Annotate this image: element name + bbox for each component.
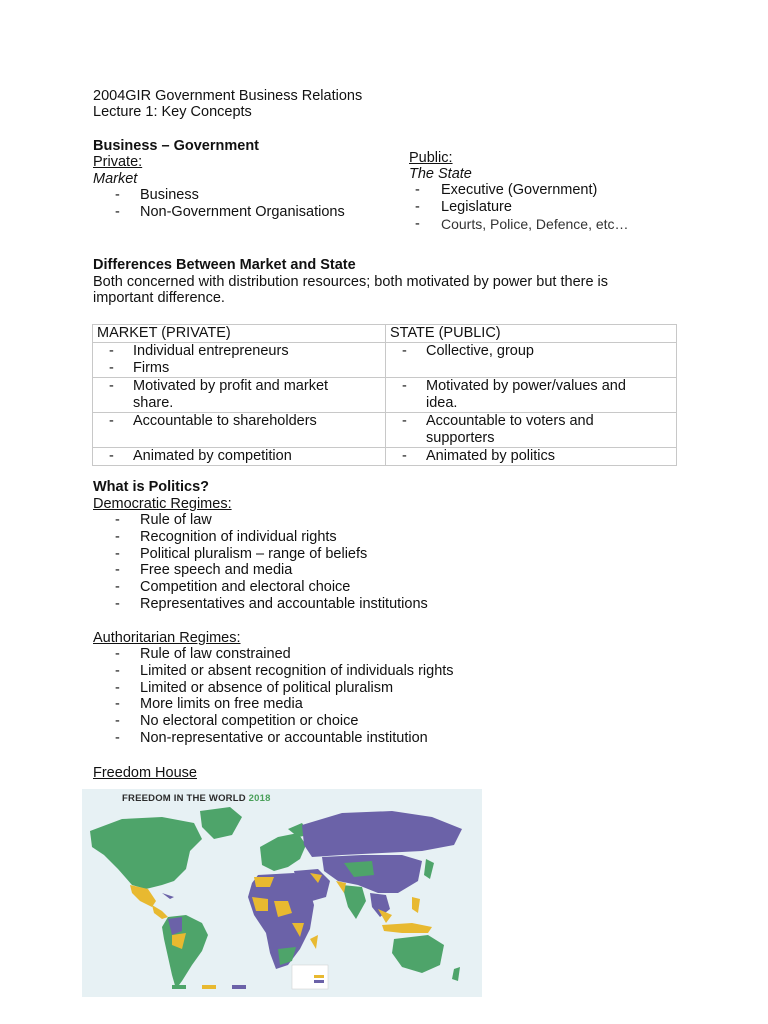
table-cell: - Motivated by power/values and idea. — [386, 378, 677, 413]
lecture-title: Lecture 1: Key Concepts — [93, 104, 252, 120]
market-label: Market — [93, 171, 138, 187]
map-title: FREEDOM IN THE WORLD 2018 — [122, 793, 271, 804]
market-column-header: MARKET (PRIVATE) — [93, 325, 386, 343]
freedom-house-label: Freedom House — [93, 765, 197, 781]
world-map-graphic — [82, 789, 482, 997]
table-cell: - Accountable to voters and supporters — [386, 413, 677, 448]
table-cell: - Motivated by profit and market share. — [93, 378, 386, 413]
table-row — [93, 413, 677, 448]
table-cell: - Animated by politics — [386, 448, 677, 466]
freedom-world-map — [82, 789, 482, 997]
table-cell: - Collective, group — [386, 343, 677, 378]
table-row — [93, 378, 677, 413]
table-cell: - Accountable to shareholders — [93, 413, 386, 448]
politics-heading: What is Politics? — [93, 479, 210, 495]
differences-intro-line2: important difference. — [93, 290, 225, 306]
table-header-row — [93, 325, 677, 343]
public-label: Public: — [409, 150, 453, 166]
differences-intro-line1: Both concerned with distribution resources; both motivated by power but there is — [93, 274, 609, 290]
differences-heading: Differences Between Market and State — [93, 257, 356, 273]
table-cell: - Individual entrepreneurs - Firms — [93, 343, 386, 378]
authoritarian-label: Authoritarian Regimes: — [93, 630, 241, 646]
document-page: 2004GIR Government Business Relations Lecture 1: Key Concepts Business – Government Private: Market - Business - Non-Government Organisations Public: The State - Executive (Government) - Legislature - Courts, Police, Defence, etc… Differences Between Market and State Both concerned with distribution resources; both motivated by power but there is important difference. MARKET (PRIVATE) STATE (PUBLIC) - Individual entrepreneurs - Firms - Collective, group - Motivated by profit and market share. - Motivated by power/values and idea. - Accountable to shareholders - Accountable to voters and supporters - Animated by competition - Animated by politics What is Politics? Democratic Regimes: - Rule of law - Recognition of individual rights - Political pluralism – range of beliefs - Free speech and media - Competition and electoral choice - Representatives and accountable institutions Authoritarian Regimes: - Rule of law constrained - Limited or absent recognition of individuals rights - Limited or absence of political pluralism - More limits on free media - No electoral competition or choice - Non-representative or accountable institution Freedom House FREEDOM IN THE WORLD 2018 — [0, 0, 768, 1024]
state-column-header: STATE (PUBLIC) — [386, 325, 677, 343]
private-label: Private: — [93, 154, 143, 170]
state-label: The State — [409, 166, 472, 182]
table-row — [93, 448, 677, 466]
table-row — [93, 343, 677, 378]
market-state-table — [92, 324, 677, 466]
table-cell: - Animated by competition — [93, 448, 386, 466]
democratic-label: Democratic Regimes: — [93, 496, 232, 512]
course-title: 2004GIR Government Business Relations — [93, 88, 363, 104]
business-government-heading: Business – Government — [93, 138, 259, 154]
